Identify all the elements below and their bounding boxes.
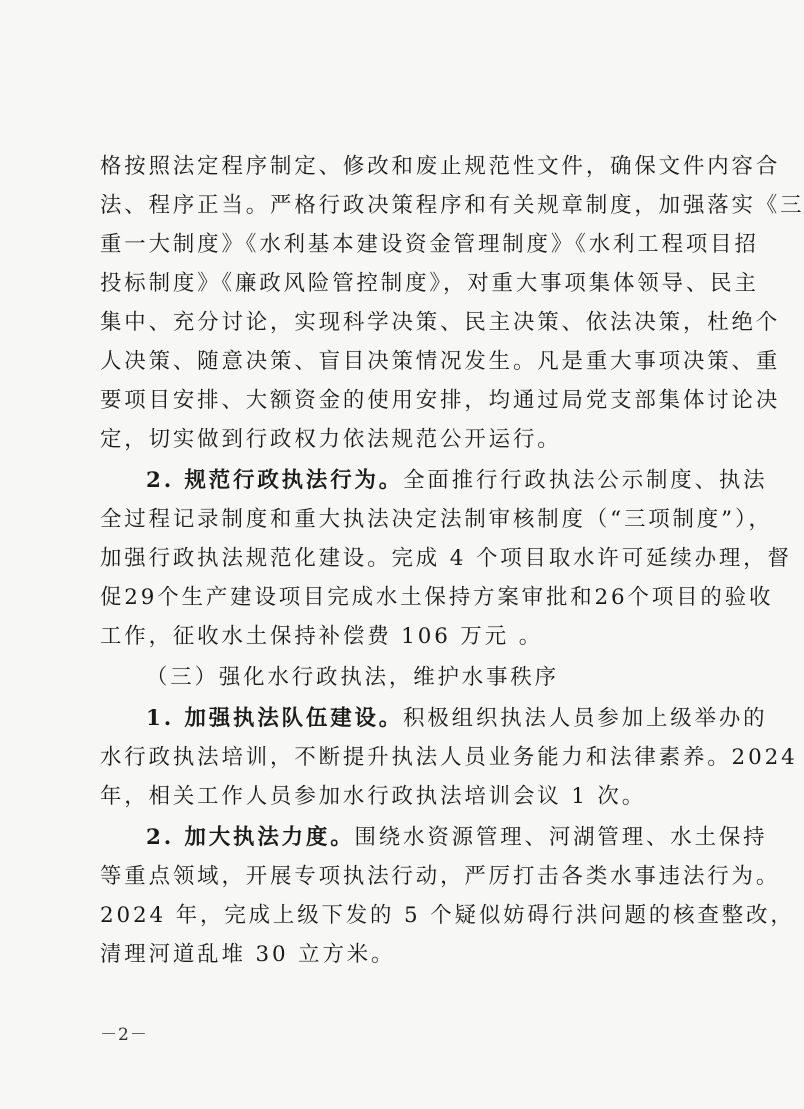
paragraph-lead-heading: 2. 规范行政执法行为。: [146, 468, 404, 493]
text-line: 促29个生产建设项目完成水土保持方案审批和26个项目的验收: [100, 585, 774, 610]
text-line: 格按照法定程序制定、修改和废止规范性文件，确保文件内容合: [100, 154, 781, 179]
text-line: 年，相关工作人员参加水行政执法培训会议 1 次。: [100, 784, 647, 809]
text-line: 要项目安排、大额资金的使用安排，均通过局党支部集体讨论决: [100, 388, 781, 413]
document-body: [100, 147, 804, 974]
text-line: [100, 461, 768, 500]
text-line: 等重点领域，开展专项执法行动，严厉打击各类水事违法行为。: [100, 864, 781, 889]
text-line: 加强行政执法规范化建设。完成 4 个项目取水许可延续办理，督: [100, 546, 792, 571]
text-line: [100, 818, 768, 857]
text-line: 集中、充分讨论，实现科学决策、民主决策、依法决策，杜绝个: [100, 310, 781, 335]
text-line: 水行政执法培训，不断提升执法人员业务能力和法律素养。2024: [100, 745, 798, 770]
text-line: [100, 699, 768, 738]
page-number: －2－: [100, 1025, 148, 1045]
text-line: 人决策、随意决策、盲目决策情况发生。凡是重大事项决策、重: [100, 349, 781, 374]
paragraph-decision-making: [100, 147, 804, 459]
text-line: 清理河道乱堆 30 立方米。: [100, 942, 396, 967]
paragraph-team-building: [100, 699, 798, 816]
text-line: 工作，征收水土保持补偿费 106 万元 。: [100, 624, 543, 649]
paragraph-enforcement-intensity: [100, 818, 795, 974]
paragraph-lead-heading: 1. 加强执法队伍建设。: [146, 706, 404, 731]
text-line: 投标制度》《廉政风险管控制度》，对重大事项集体领导、民主: [100, 271, 759, 296]
text-line: 法、程序正当。严格行政决策程序和有关规章制度，加强落实《三: [100, 193, 804, 218]
text-line: 定，切实做到行政权力依法规范公开运行。: [100, 427, 562, 452]
text-fragment: 积极组织执法人员参加上级举办的: [403, 706, 768, 731]
text-line: 2024 年，完成上级下发的 5 个疑似妨碍行洪问题的核查整改，: [100, 903, 795, 928]
text-fragment: 围绕水资源管理、河湖管理、水土保持: [354, 825, 768, 850]
text-line: 重一大制度》《水利基本建设资金管理制度》《水利工程项目招: [100, 232, 759, 257]
text-line: 全过程记录制度和重大执法决定法制审核制度（“三项制度”），: [100, 507, 773, 532]
paragraph-enforcement-behavior: [100, 461, 792, 656]
text-fragment: 全面推行行政执法公示制度、执法: [403, 468, 768, 493]
section-heading: （三）强化水行政执法，维护水事秩序: [146, 665, 559, 690]
paragraph-lead-heading: 2. 加大执法力度。: [146, 825, 355, 850]
